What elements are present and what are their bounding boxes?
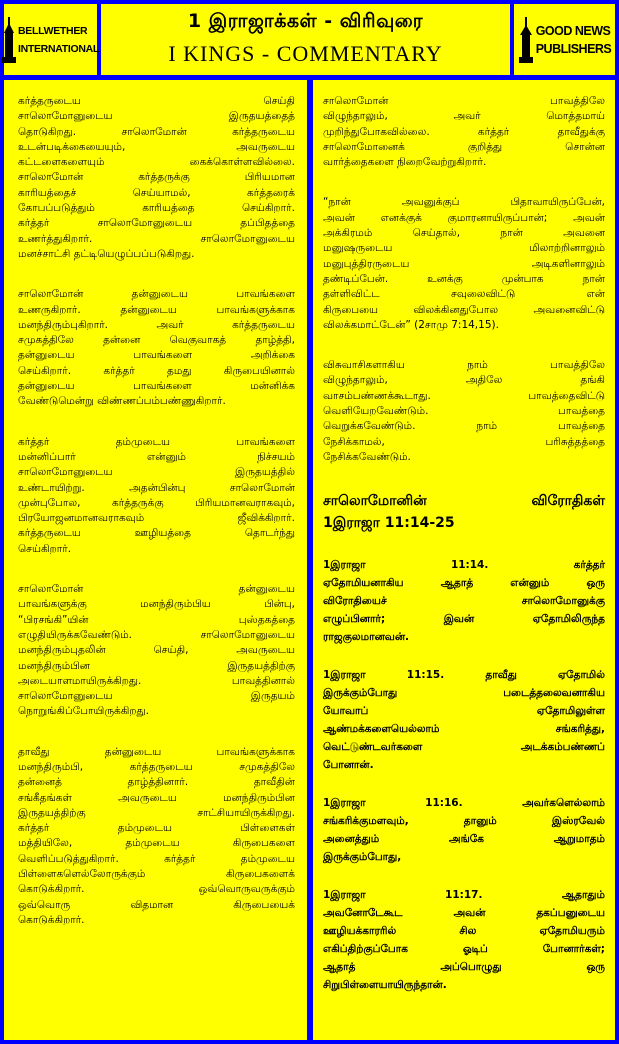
text-line: பிரயோஜனமானவராகவும் ஜீவிக்கிறார்.	[18, 512, 295, 525]
text-line: தன்னுடைய பாவங்களை அறிக்கை	[18, 349, 295, 362]
text-line: தண்டிப்பேன். உனக்கு முன்பாக நான்	[323, 272, 605, 285]
text-line: சாலொமோனைக் குறித்து சொன்ன	[323, 140, 605, 153]
text-line: மனந்திரும்புதலின் செய்தி, அவருடைய	[18, 644, 295, 657]
text-line: யோவாப் ஏதோமிலுள்ள	[323, 705, 605, 718]
text-line: செய்கிறார்.	[18, 542, 72, 555]
text-line: காரியத்தைச் செய்யாமல், கர்த்தரைக்	[18, 186, 295, 199]
commentary-paragraph	[18, 94, 295, 262]
publisher-left-line2: INTERNATIONAL	[17, 42, 100, 55]
verse-paragraph	[323, 886, 605, 994]
text-line: ஒவ்வொரு விதமான கிருபையைக்	[18, 898, 295, 911]
text-line: வெட்டுண்டவர்களை அடக்கம்பண்ணப்	[323, 741, 605, 754]
text-line: கொடுக்கிறார்.	[18, 913, 85, 926]
publisher-right-line2: PUBLISHERS	[535, 41, 612, 56]
text-line: கர்த்தருடைய ஊழியத்தை தொடர்ந்து	[18, 527, 295, 540]
verse-paragraph	[323, 666, 605, 774]
text-line: விழுந்தாலும், அவர் மொத்தமாய்	[323, 110, 605, 123]
commentary-paragraph	[18, 287, 295, 409]
text-line: முறிந்துபோகவில்லை. கர்த்தர் தாவீதுக்கு	[323, 125, 605, 138]
text-line: எழுதியிருக்கவேண்டும். சாலொமோனுடைய	[18, 628, 295, 641]
publisher-logo-left	[4, 4, 100, 75]
text-line: மனுஷருடைய மிலாற்றினாலும்	[323, 242, 605, 255]
text-line: நொறுங்கிப்போயிருக்கிறது.	[18, 705, 149, 718]
text-line: தன்னுடைய பாவங்களை மன்னிக்க	[18, 380, 295, 393]
text-line: தாவீது தன்னுடைய பாவங்களுக்காக	[18, 745, 295, 758]
text-line: நேசிக்காமல், பரிசுத்தத்தை	[323, 435, 605, 448]
text-line: ஏதோமியனாகிய ஆதாத் என்னும் ஒரு	[323, 577, 605, 590]
text-line: அவன் எனக்குக் குமாரனாயிருப்பான்; அவன்	[323, 211, 605, 224]
good-news-icon	[518, 17, 534, 63]
text-line: அக்கிரமம் செய்தால், நான் அவனை	[323, 227, 605, 240]
text-line: மனச்சாட்சி தட்டியெழுப்பப்படுகிறது.	[18, 247, 195, 260]
text-line: சாலொமோனின் விரோதிகள்	[323, 493, 605, 510]
commentary-paragraph	[18, 745, 295, 929]
text-line: 1இராஜா 11:14-25	[323, 515, 455, 532]
text-line: 1இராஜா 11:15. தாவீது ஏதோமில்	[323, 669, 605, 682]
text-line: கிருபையை விலக்கினதுபோல அவனைவிட்டு	[323, 303, 605, 316]
text-line: சமுகத்திலே தன்னை வெகுவாகத் தாழ்த்தி,	[18, 334, 295, 347]
publisher-logo-right	[514, 4, 615, 75]
bellwether-icon	[2, 17, 16, 63]
text-line: மனந்திரும்பி, கர்த்தருடைய சமுகத்திலே	[18, 760, 295, 773]
text-line: 1இராஜா 11:17. ஆதாதும்	[323, 889, 605, 902]
text-line: கர்த்தர் தம்முடைய பாவங்களை	[18, 435, 295, 448]
text-line: உண்டாயிற்று. அதன்பின்பு சாலொமோன்	[18, 481, 295, 494]
text-line: உணர்த்துகிறார். சாலொமோனுடைய	[18, 232, 295, 245]
text-line: இருக்கும்போது படைத்தலைவனாகிய	[323, 687, 605, 700]
text-line: வாசம்பண்ணக்கூடாது. பாவத்தைவிட்டு	[323, 389, 605, 402]
text-line: விரோதியைச் சாலொமோனுக்கு	[323, 595, 605, 608]
commentary-paragraph	[323, 358, 605, 465]
text-line: கர்த்தர் சாலொமோனுடைய தப்பிதத்தை	[18, 217, 295, 230]
text-line: ஊழியக்காரரில் சில ஏதோமியரும்	[323, 925, 605, 938]
title-tamil: 1 இராஜாக்கள் - விரிவுரை	[187, 10, 424, 32]
text-line: சாலொமோன் பாவத்திலே	[323, 95, 605, 107]
text-line: நேசிக்கவேண்டும்.	[323, 450, 411, 463]
text-line: அவனோடேகூட அவன் தகப்பனுடைய	[323, 907, 605, 920]
text-line: சாலொமோன் தன்னுடைய	[18, 583, 295, 596]
commentary-paragraph	[18, 435, 295, 557]
section-heading	[323, 490, 605, 534]
text-line: சாலொமோன் கர்த்தருக்கு பிரியமான	[18, 171, 295, 184]
verse-paragraph	[323, 556, 605, 646]
text-line: 1இராஜா 11:14. கர்த்தர்	[323, 559, 605, 572]
text-line: எகிப்திற்குப்போக ஓடிப் போனார்கள்;	[323, 943, 605, 956]
verse-paragraph	[323, 794, 605, 866]
text-line: “பிரசங்கி”யின் புஸ்தகத்தை	[18, 613, 295, 626]
publisher-left-line1: BELLWETHER	[17, 24, 88, 37]
text-line: வெளிப்படுத்துகிறார். கர்த்தர் தம்முடைய	[18, 852, 295, 865]
text-line: விசுவாசிகளாகிய நாம் பாவத்திலே	[323, 359, 605, 372]
text-line: பாவங்களுக்கு மனந்திரும்பிய பின்பு,	[18, 598, 295, 611]
text-line: ஆண்மக்களையெல்லாம் சங்கரித்து,	[323, 723, 605, 736]
commentary-paragraph	[323, 94, 605, 170]
text-line: கட்டளைகளையும் கைக்கொள்ளவில்லை.	[18, 156, 295, 169]
text-line: இருக்கும்போது,	[323, 851, 402, 864]
commentary-paragraph	[18, 582, 295, 720]
text-line: சாலொமோனுடைய இருதயத்தைத்	[18, 110, 295, 123]
text-line: “நான் அவனுக்குப் பிதாவாயிருப்பேன்,	[323, 196, 605, 209]
right-column	[313, 80, 615, 1040]
text-line: செய்கிறார். கர்த்தர் தமது கிருபையினால்	[18, 364, 295, 377]
text-line: எழுப்பினார்; இவன் ஏதோமிலிருந்த	[323, 613, 605, 626]
text-line: பிள்ளைகளெல்லோருக்கும் கிருபைகளைக்	[18, 868, 295, 881]
text-line: ராஜகுலமானவன்.	[323, 631, 409, 644]
text-line: 1இராஜா 11:16. அவர்களெல்லாம்	[323, 797, 605, 810]
text-line: சாலொமோனுடைய இருதயத்தில்	[18, 466, 295, 479]
text-line: கோபப்படுத்தும் காரியத்தை செய்கிறார்.	[18, 202, 295, 215]
text-line: சங்கரிக்குமளவும், தானும் இஸ்ரவேல்	[323, 815, 605, 828]
text-line: அடையாளமாயிருக்கிறது. பாவத்தினால்	[18, 674, 295, 687]
text-line: சிறுபிள்ளையாயிருந்தான்.	[323, 979, 447, 992]
title-english: I KINGS - COMMENTARY	[168, 41, 443, 66]
text-line: உணருகிறார். தன்னுடைய பாவங்களுக்காக	[18, 303, 295, 316]
text-line: கொடுக்கிறார். ஒவ்வொருவருக்கும்	[18, 883, 295, 896]
text-line: சங்கீதங்கள் அவருடைய மனந்திரும்பின	[18, 791, 295, 804]
text-line: மத்தியிலே, தம்முடைய கிருபைகளை	[18, 837, 295, 850]
text-line: மனந்திரும்புகிறார். அவர் கர்த்தருடைய	[18, 318, 295, 331]
text-line: வெறுக்கவேண்டும். நாம் பாவத்தை	[323, 420, 605, 433]
commentary-paragraph	[323, 195, 605, 333]
text-line: வேண்டுமென்று விண்ணப்பம்பண்ணுகிறார்.	[18, 395, 226, 408]
publisher-right-line1: GOOD NEWS	[535, 23, 611, 38]
text-line: விலக்கமாட்டேன்” (2சாமு 7:14,15).	[323, 318, 499, 331]
text-line: வெளியேறவேண்டும். பாவத்தை	[323, 405, 605, 418]
text-line: தொடுகிறது. சாலொமோன் கர்த்தருடைய	[18, 125, 295, 138]
text-line: ஆதாத் அப்பொழுது ஒரு	[323, 961, 605, 974]
text-line: கர்த்தர் தம்முடைய பிள்ளைகள்	[18, 822, 295, 835]
text-line: மன்னிப்பார் என்னும் நிச்சயம்	[18, 450, 295, 463]
text-line: சாலொமோனுடைய இருதயம்	[18, 690, 295, 703]
left-column	[4, 80, 307, 1040]
text-line: இருதயத்திற்கு சாட்சியாயிருக்கிறது.	[18, 806, 295, 819]
text-line: வார்த்தைகளை நிறைவேற்றுகிறார்.	[323, 156, 487, 169]
text-line: முன்புபோல, கர்த்தருக்கு பிரியமானவராகவும்,	[18, 496, 295, 509]
text-line: கர்த்தருடைய செய்தி	[18, 95, 295, 107]
text-line: சாலொமோன் தன்னுடைய பாவங்களை	[18, 288, 295, 301]
text-line: போனான்.	[323, 759, 374, 772]
text-line: மனுபுத்திரருடைய அடிகளினாலும்	[323, 257, 605, 270]
text-line: உடன்படிக்கையையும், அவருடைய	[18, 140, 295, 153]
text-line: மனந்திரும்பின இருதயத்திற்கு	[18, 659, 295, 672]
text-line: தள்ளிவிட்ட சவுலைவிட்டு என்	[323, 288, 605, 301]
text-line: அனைத்தும் அங்கே ஆறுமாதம்	[323, 833, 605, 846]
text-line: தன்னைத் தாழ்த்தினார். தாவீதின்	[18, 776, 295, 789]
page-header	[101, 4, 510, 75]
text-line: விழுந்தாலும், அதிலே தங்கி	[323, 374, 605, 387]
